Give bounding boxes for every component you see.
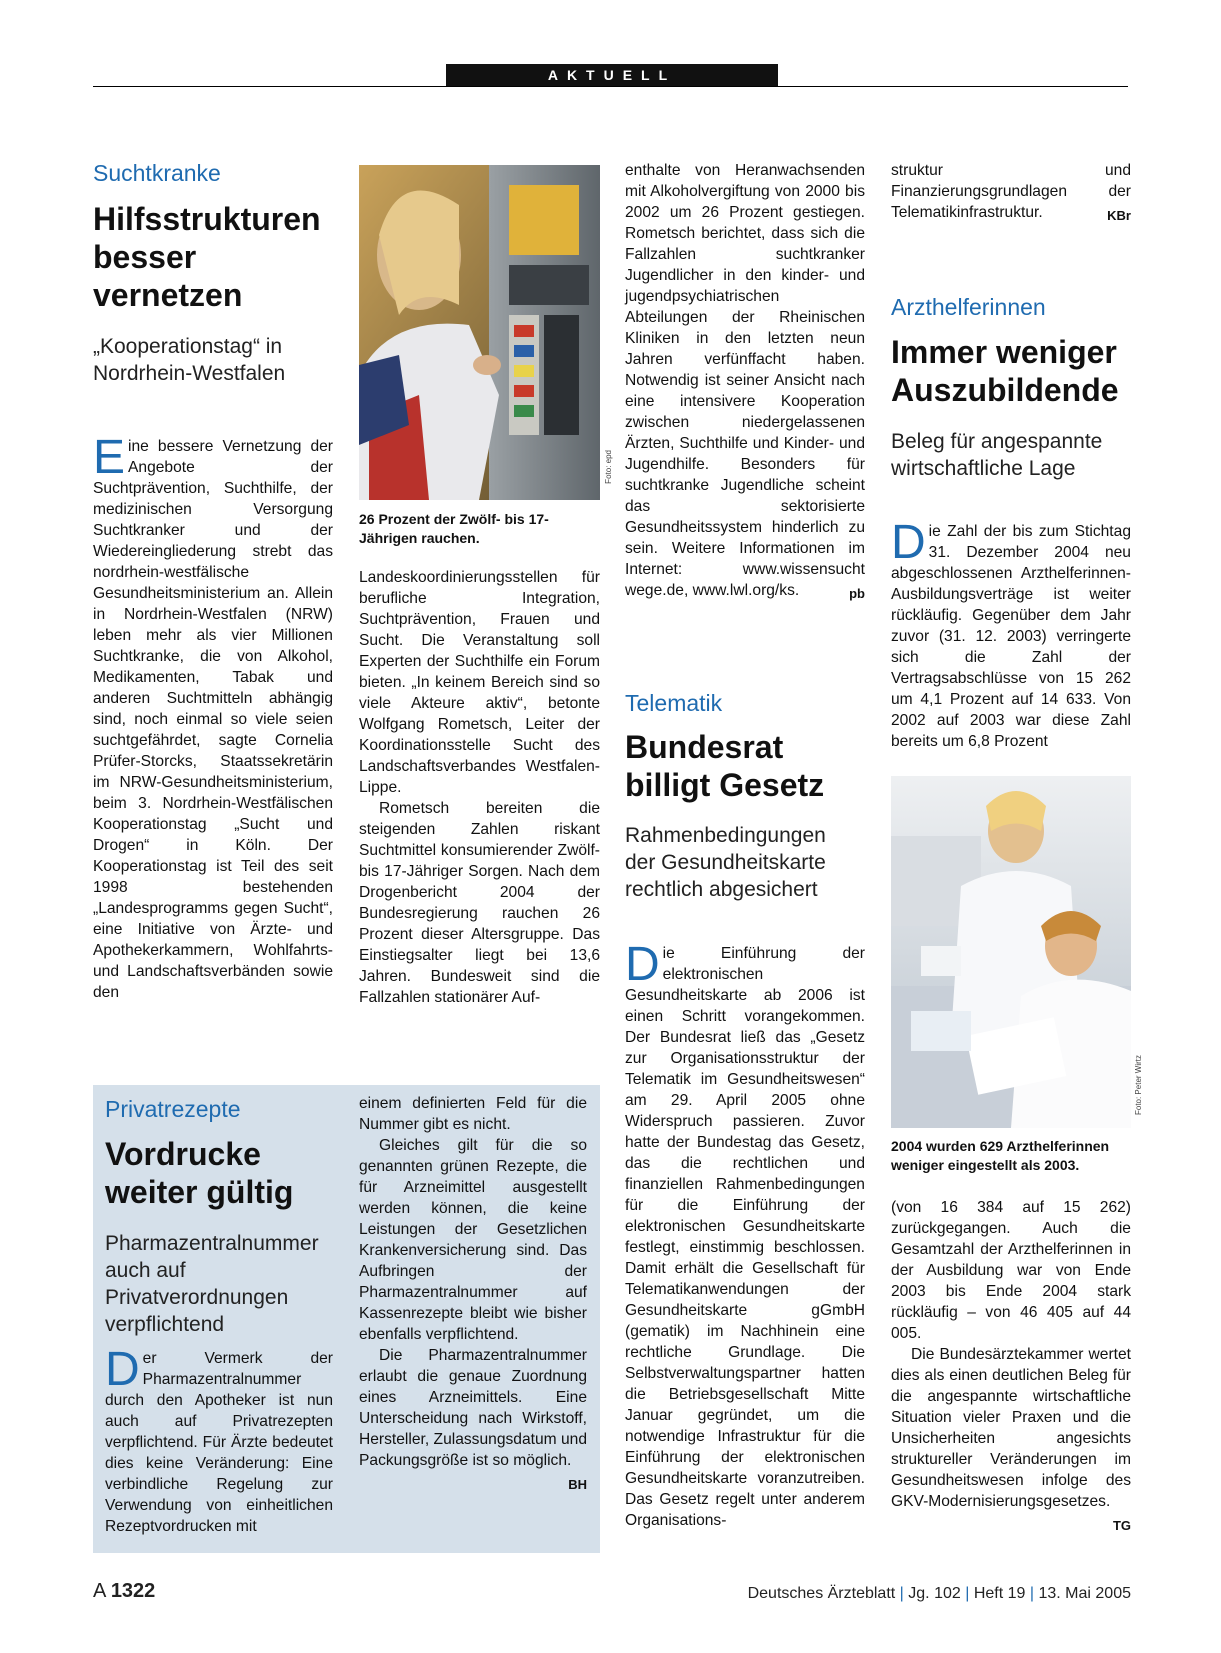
article2-headline [105,1135,345,1211]
article3-kicker: Telematik [625,690,723,716]
article4-subhead: Beleg für angespannte wirtschaftliche Lage [891,430,1103,480]
volume: Jg. 102 [908,1585,961,1602]
article4-kicker: Arzthelferinnen [891,294,1046,320]
article4-headline [891,333,1131,409]
article4-col4-text: ie Zahl der bis zum Stichtag 31. Dezember 2004 neu abgeschlossenen Arzthelferinnen-Ausbildungsverträge ist weiter rückläufig. Gegenüber dem Jahr zuvor (31. 12. 2003) verringerte sich die Zahl der Vertragsabschlüsse von 15 262 um 4,1 Prozent auf 14 633. Von 2002 auf 2003 war diese Zahl bereits um 6,8 Prozent [891,523,1131,750]
article3-col3-text: ie Einführung der elektronischen Gesundheitskarte ab 2006 ist einen Schritt vorangekommen. Der Bundesrat ließ das „Gesetz zur Organisationsstruktur der Telematik im Gesundheitswesen“ am 29. April 2005 ohne Widerspruch passieren. Zuvor hatte der Bundestag das Gesetz, das die rechtlichen und finanziellen Rahmenbedingungen für die Einführung der elektronischen Gesundheitskarte festlegt, einstimmig beschlossen. Damit erhält die Gesellschaft für Telematikanwendungen der Gesundheitskarte gGmbH (gematik) im Nachhinein eine rechtliche Grundlage. Die Selbstverwaltungspartner hatten die Betriebsgesellschaft Mitte Januar gegründet, um die notwendige Infrastruktur für die Einführung der elektronischen Gesundheitskarte voranzutreiben. Das Gesetz regelt unter anderem Organisations- [625,945,865,1529]
headline-line: Hilfsstrukturen [93,201,321,237]
article2-col1 [105,1343,333,1548]
photo-caption: 26 Prozent der Zwölf- bis 17-Jährigen rauchen. [359,511,549,546]
article4-col4-cont [891,1197,1131,1557]
page-number-value: 1322 [110,1580,156,1602]
section-label: AKTUELL [446,64,778,86]
headline-line: weiter gültig [105,1174,294,1210]
photo-credit: Foto: Peter Wirtz [1134,1055,1143,1116]
headline-line: billigt Gesetz [625,767,825,803]
photo-caption: 2004 wurden 629 Arzthelferinnen weniger eingestellt als 2003. [891,1138,1110,1173]
article1-col2 [359,567,600,1027]
paragraph: (von 16 384 auf 15 262) zurückgegangen. Auch die Gesamtzahl der Arzthelferinnen in der Ausbildung war von Ende 2003 bis Ende 2004 stark rückläufig – von 46 405 auf 44 005. [891,1199,1131,1342]
header-rule [93,86,1128,87]
article3-col3 [625,938,865,1555]
arzthelferinnen-photo [891,776,1131,1128]
paragraph: einem definierten Feld für die Nummer gibt es nicht. [359,1095,587,1133]
paragraph: Landeskoordinierungsstellen für berufliche Integration, Suchtprävention, Frauen und Sucht. Die Veranstaltung soll Experten der Suchthilfe ein Forum bieten. „In keinem Bereich sind so viele Akteure aktiv“, betonte Wolfgang Rometsch, Leiter der Koordinationsstelle Sucht des Landschaftsverbandes Westfalen-Lippe. [359,569,600,796]
photo-credit: Foto: epd [604,450,613,484]
headline-line: Vordrucke [105,1136,261,1172]
article2-col1-text: er Vermerk der Pharmazentralnummer durch den Apotheker ist nun auch auf Privatrezepten verpflichtend. Für Ärzte bedeutet dies keine Veränderung: Eine verbindliche Regelung zur Verwendung von einheitlichen Rezeptvordrucken mit [105,1350,333,1535]
paragraph: Die Pharmazentralnummer erlaubt die genaue Zuordnung eines Arzneimittels. Eine Unterscheidung nach Wirkstoff, Hersteller, Zulassungsdatum und Packungsgröße ist so möglich. BH [359,1345,587,1471]
paragraph: Die Bundesärztekammer wertet dies als einen deutlichen Beleg für die angespannte wirtschaftliche Situation vieler Praxen und die Unsicherheiten angesichts struktureller Veränderungen im Gesundheitswesen infolge des GKV-Modernisierungsgesetzes. TG [891,1344,1131,1512]
article1-col3 [625,160,865,630]
article1-col1-text: ine bessere Vernetzung der Angebote der Suchtprävention, Suchthilfe, der medizinischen Versorgung Suchtkranker und der Wiedereingliederung strebt das nordrhein-westfälische Gesundheitsministerium an. Allein in Nordrhein-Westfalen (NRW) leben mehr als vier Millionen Suchtkranke, die von Alkohol, Medikamenten, Tabak und anderen Suchtmitteln abhängig sind, noch einmal so viele seien suchtgefährdet, sagte Cornelia Prüfer-Storcks, Staatssekretärin im NRW-Gesundheitsministerium, beim 3. Nordrhein-Westfälischen Kooperationstag „Sucht und Drogen“ in Köln. Der Kooperationstag ist Teil des seit 1998 bestehenden „Landesprogramms gegen Sucht“, eine Initiative von Ärzte- und Apothekerkammern, Wohlfahrts- und Landschaftsverbänden sowie den [93,438,333,1001]
headline-line: Immer weniger [891,334,1117,370]
medical-assistants-image [891,776,1131,1128]
teen-smoking-photo [359,165,600,500]
dropcap: D [105,1343,140,1396]
article1-subhead: „Kooperationstag“ in Nordrhein-Westfalen [93,335,286,385]
headline-line: vernetzen [93,277,243,313]
article3-subhead: Rahmenbedingungen der Gesundheitskarte rechtlich abgesichert [625,824,826,901]
page-number [93,1580,155,1603]
author-signature: TG [1112,1518,1131,1533]
article2-subhead: Pharmazentralnummer auch auf Privatverordnungen verpflichtend [105,1232,319,1336]
author-signature: pb [849,586,865,601]
paragraph: Gleiches gilt für die so genannten grünen Rezepte, die für Arzneimittel ausgestellt werden können, die keine Leistungen der Gesetzlichen Krankenversicherung sind. Das Aufbringen der Pharmazentralnummer auf Kassenrezepte bleibt wie bisher ebenfalls verpflichtend. [359,1137,587,1343]
article3-col4-text: struktur und Finanzierungsgrundlagen der Telematikinfrastruktur. [891,162,1131,221]
dropcap: D [625,938,660,991]
article2-kicker: Privatrezepte [105,1096,241,1122]
journal-info: Deutsches Ärzteblatt | Jg. 102 | Heft 19 | 13. Mai 2005 [747,1585,1131,1602]
article1-col1 [93,431,333,1026]
dropcap: D [891,516,926,569]
article2-col2 [359,1093,587,1548]
article1-col3-text: enthalte von Heranwachsenden mit Alkoholvergiftung von 2000 bis 2002 um 26 Prozent gestiegen. Rometsch berichtet, dass sich die Fallzahlen suchtkranker Jugendlicher in den kinder- und jugendpsychiatrischen Abteilungen der Rheinischen Kliniken in den letzten neun Jahren verfünffacht haben. Notwendig ist seiner Ansicht nach eine intensivere Kooperation zwischen niedergelassenen Ärzten, Suchthilfe und Kinder- und Jugendhilfe. Besonders für suchtkranke Jugendliche scheint das sektorisierte Gesundheitssystem hinderlich zu sein. Weitere Informationen im Internet: www.wissensucht wege.de, www.lwl.org/ks. [625,162,865,599]
headline-line: Bundesrat [625,729,784,765]
issue-date: 13. Mai 2005 [1038,1585,1131,1602]
headline-line: Auszubildende [891,372,1119,408]
author-signature: BH [568,1477,587,1492]
paragraph: Rometsch bereiten die steigenden Zahlen riskant Suchtmittel konsumierender Zwölf- bis 17-Jähriger Sorgen. Nach dem Drogenbericht 2004 der Bundesregierung rauchen 26 Prozent dieser Altersgruppe. Das Einstiegsalter liegt bei 13,6 Jahren. Bundesweit sind die Fallzahlen stationärer Auf- [359,800,600,1006]
article3-col4 [891,160,1131,230]
article4-col4 [891,516,1131,761]
cigarette-machine-image [359,165,600,500]
article1-kicker: Suchtkranke [93,160,221,186]
dropcap: E [93,431,126,484]
headline-line: besser [93,239,197,275]
journal-name: Deutsches Ärzteblatt [747,1585,896,1602]
author-signature: KBr [1107,208,1131,223]
article3-headline [625,728,865,804]
article1-headline [93,200,333,314]
issue: Heft 19 [973,1585,1026,1602]
page-prefix: A [93,1580,106,1602]
